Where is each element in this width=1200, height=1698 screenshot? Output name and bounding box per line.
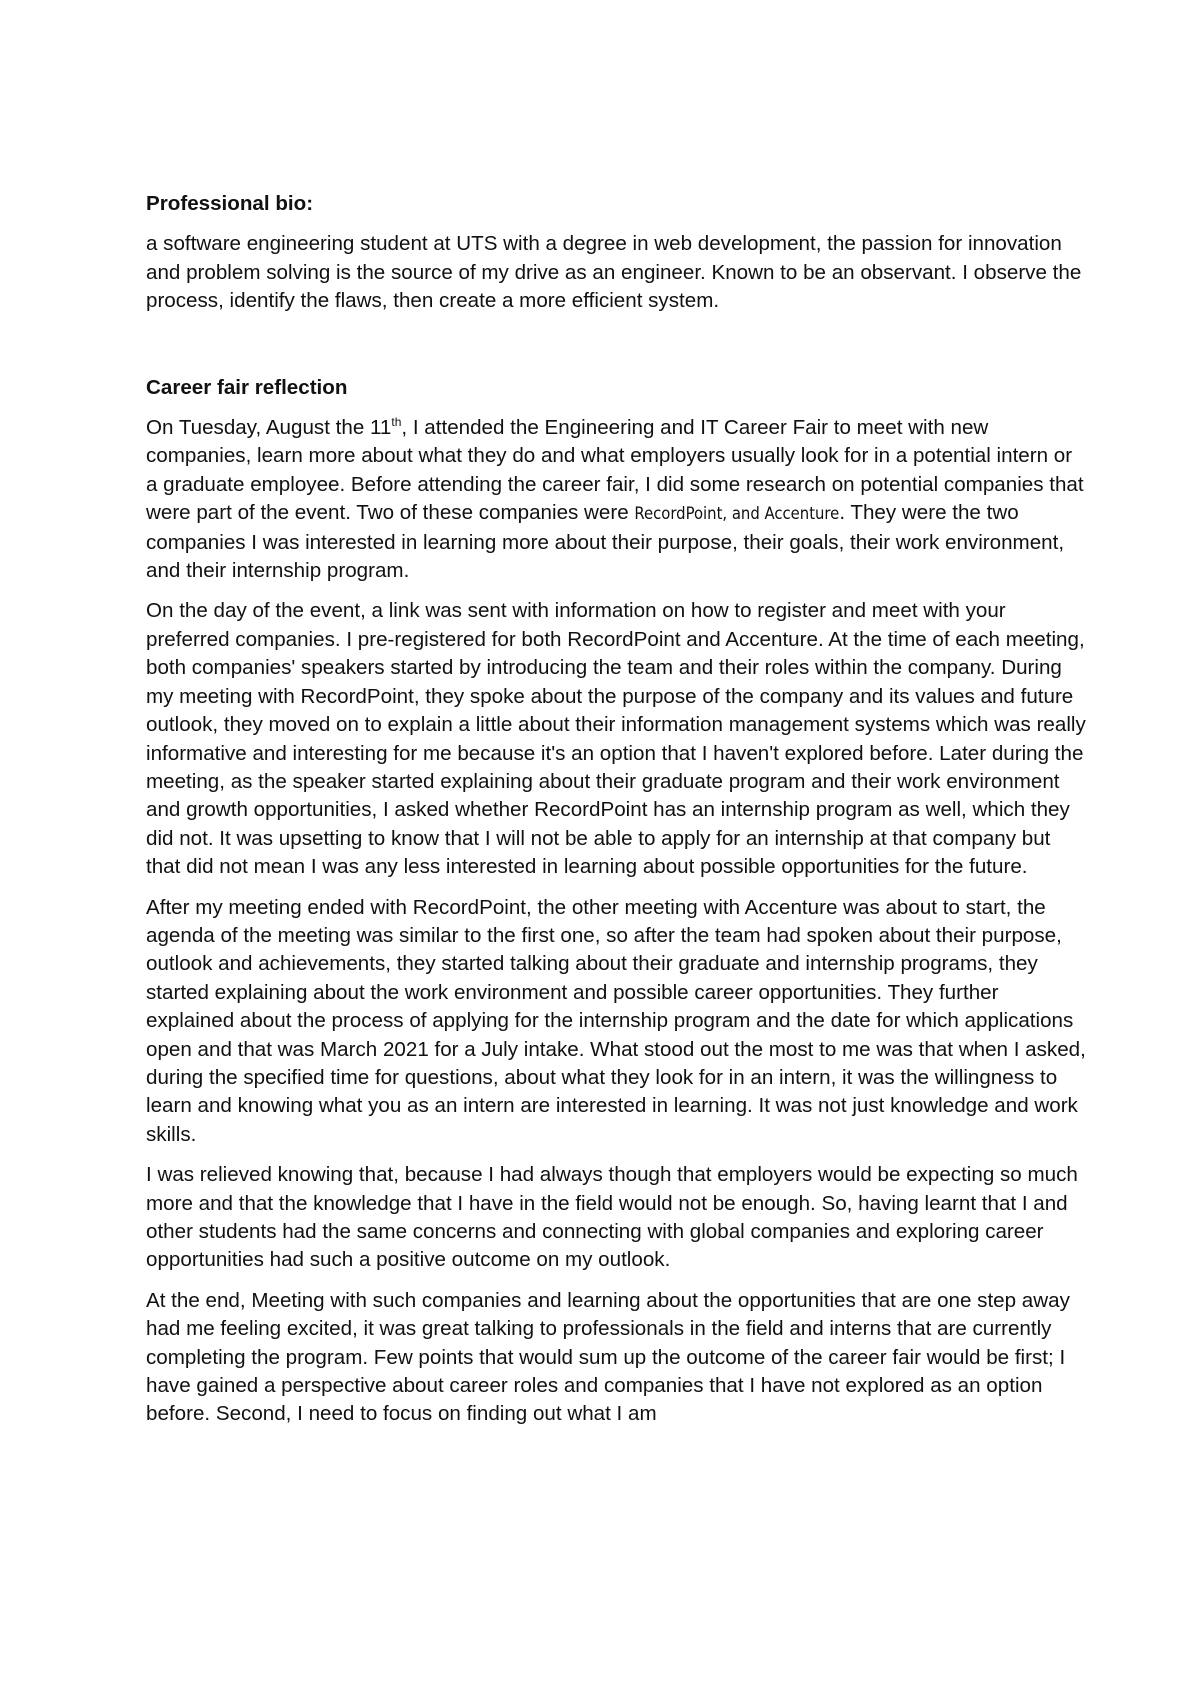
bio-heading: Professional bio: [146, 192, 314, 215]
reflection-paragraph-1 [146, 414, 1086, 585]
reflection-paragraph-2: On the day of the event, a link was sent with information on how to register and meet with your preferred companies. I pre-registered for both RecordPoint and Accenture. At the time of each meeting, both companies' speakers started by introducing the team and their roles within the company. During my meeting with RecordPoint, they spoke about the purpose of the company and its values and future outlook, they moved on to explain a little about their information management systems which was really informative and interesting for me because it's an option that I haven't explored before. Later during the meeting, as the speaker started explaining about their graduate program and their work environment and growth opportunities, I asked whether RecordPoint has an internship program as well, which they did not. It was upsetting to know that I will not be able to apply for an internship at that company but that did not mean I was any less interested in learning about possible opportunities for the future. [146, 599, 1086, 879]
p1-text-end: . They were the two companies I was interested in learning more about their purpose, their goals, their work environment, and their internship program. [146, 501, 1065, 583]
bio-text: a software engineering student at UTS with a degree in web development, the passion for innovation and problem solving is the source of my drive as an engineer. Known to be an observant. I observe the process, identify the flaws, then create a more efficient system. [146, 232, 1082, 313]
ordinal-suffix: th [391, 415, 402, 430]
reflection-paragraph-3: After my meeting ended with RecordPoint, the other meeting with Accenture was about to start, the agenda of the meeting was similar to the first one, so after the team had spoken about their purpose, outlook and achievements, they started talking about their graduate and internship programs, they started explaining about the work environment and possible career opportunities. They further explained about the process of applying for the internship program and the date for which applications open and that was March 2021 for a July intake. What stood out the most to me was that when I asked, during the specified time for questions, about what they look for in an intern, it was the willingness to learn and knowing what you as an intern are interested in learning. It was not just knowledge and work skills. [146, 895, 1086, 1146]
document-page [146, 190, 1086, 1441]
reflection-paragraph-4: I was relieved knowing that, because I had always though that employers would be expecting so much more and that the knowledge that I have in the field would not be enough. So, having learnt that I and other students had the same concerns and connecting with global companies and exploring career opportunities had such a positive outcome on my outlook. [146, 1163, 1078, 1272]
p1-text-middle: , I attended the Engineering and IT Career Fair to meet with new companies, learn more about what they do and what employers usually look for in a potential intern or a graduate employee. Before attending the career fair, I did some research on potential companies that were part of the event. Two of these companies were [146, 416, 1084, 525]
reflection-heading: Career fair reflection [146, 375, 348, 399]
p1-text-start: On Tuesday, August the 11 [146, 416, 392, 440]
reflection-paragraph-5: At the end, Meeting with such companies and learning about the opportunities that are one step away had me feeling excited, it was great talking to professionals in the field and interns that are currently completing the program. Few points that would sum up the outcome of the career fair would be first; I have gained a perspective about career roles and companies that I have not explored as an option before. Second, I need to focus on finding out what I am [146, 1288, 1070, 1426]
company-names: RecordPoint, and Accenture [634, 504, 840, 524]
